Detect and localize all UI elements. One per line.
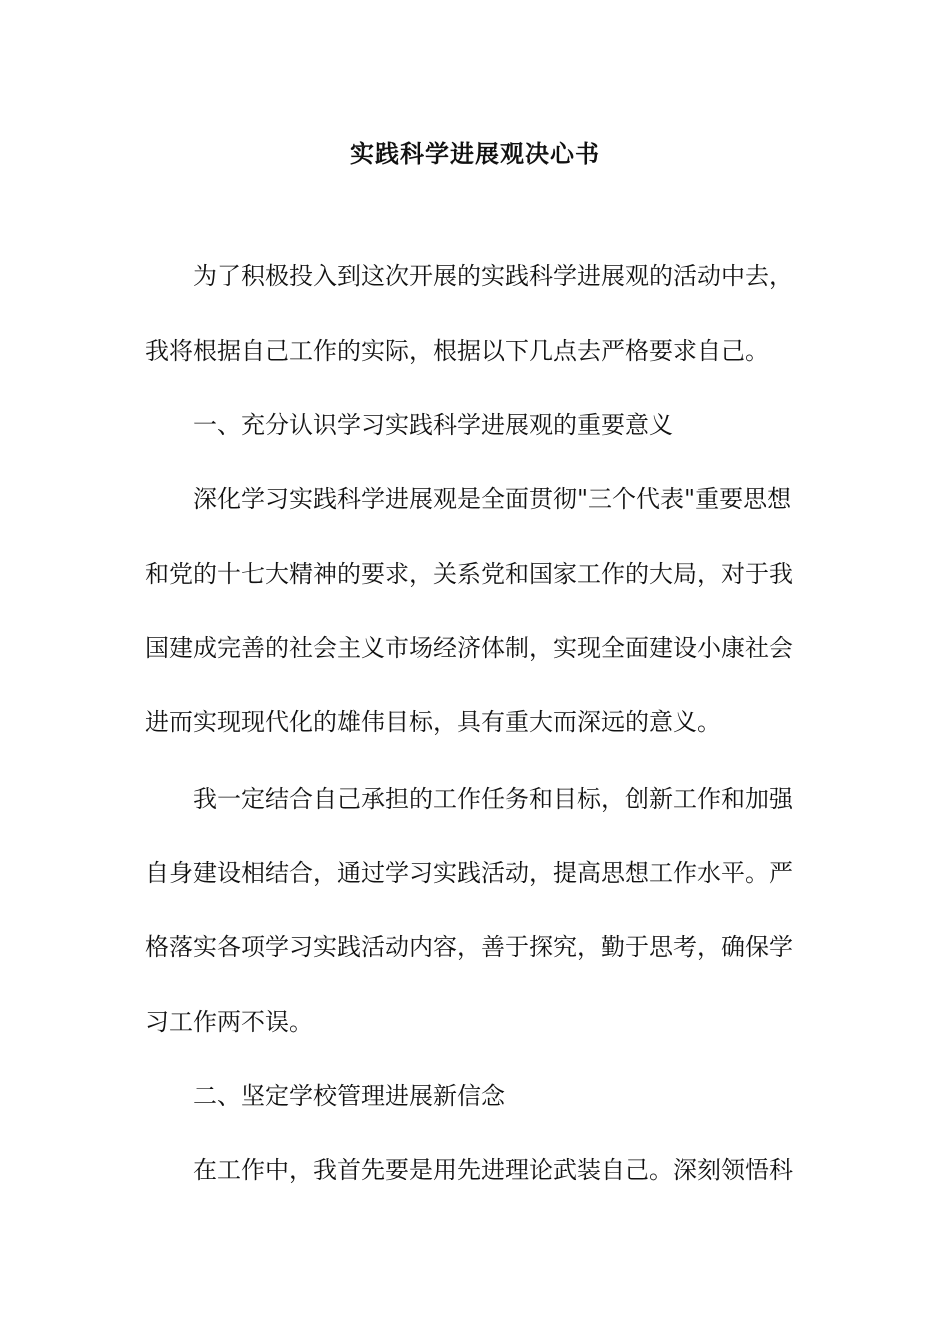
paragraph-2-line-3: 国建成完善的社会主义市场经济体制，实现全面建设小康社会 <box>145 634 793 662</box>
paragraph-3-line-3: 格落实各项学习实践活动内容，善于探究，勤于思考，确保学 <box>145 933 793 961</box>
section-heading-2: 二、坚定学校管理进展新信念 <box>193 1082 505 1110</box>
paragraph-3-line-2: 自身建设相结合，通过学习实践活动，提高思想工作水平。严 <box>145 859 793 887</box>
document-title: 实践科学进展观决心书 <box>350 140 600 168</box>
paragraph-1-line-1: 为了积极投入到这次开展的实践科学进展观的活动中去， <box>193 262 793 290</box>
paragraph-1-line-2: 我将根据自己工作的实际，根据以下几点去严格要求自己。 <box>145 337 769 365</box>
paragraph-4-line-1: 在工作中，我首先要是用先进理论武装自己。深刻领悟科 <box>193 1156 793 1184</box>
paragraph-3-line-1: 我一定结合自己承担的工作任务和目标，创新工作和加强 <box>193 785 793 813</box>
paragraph-3-line-4: 习工作两不误。 <box>145 1008 313 1036</box>
section-heading-1: 一、充分认识学习实践科学进展观的重要意义 <box>193 411 673 439</box>
paragraph-2-line-4: 进而实现现代化的雄伟目标，具有重大而深远的意义。 <box>145 708 721 736</box>
paragraph-2-line-2: 和党的十七大精神的要求，关系党和国家工作的大局，对于我 <box>145 560 793 588</box>
paragraph-2-line-1: 深化学习实践科学进展观是全面贯彻"三个代表"重要思想 <box>193 485 792 513</box>
